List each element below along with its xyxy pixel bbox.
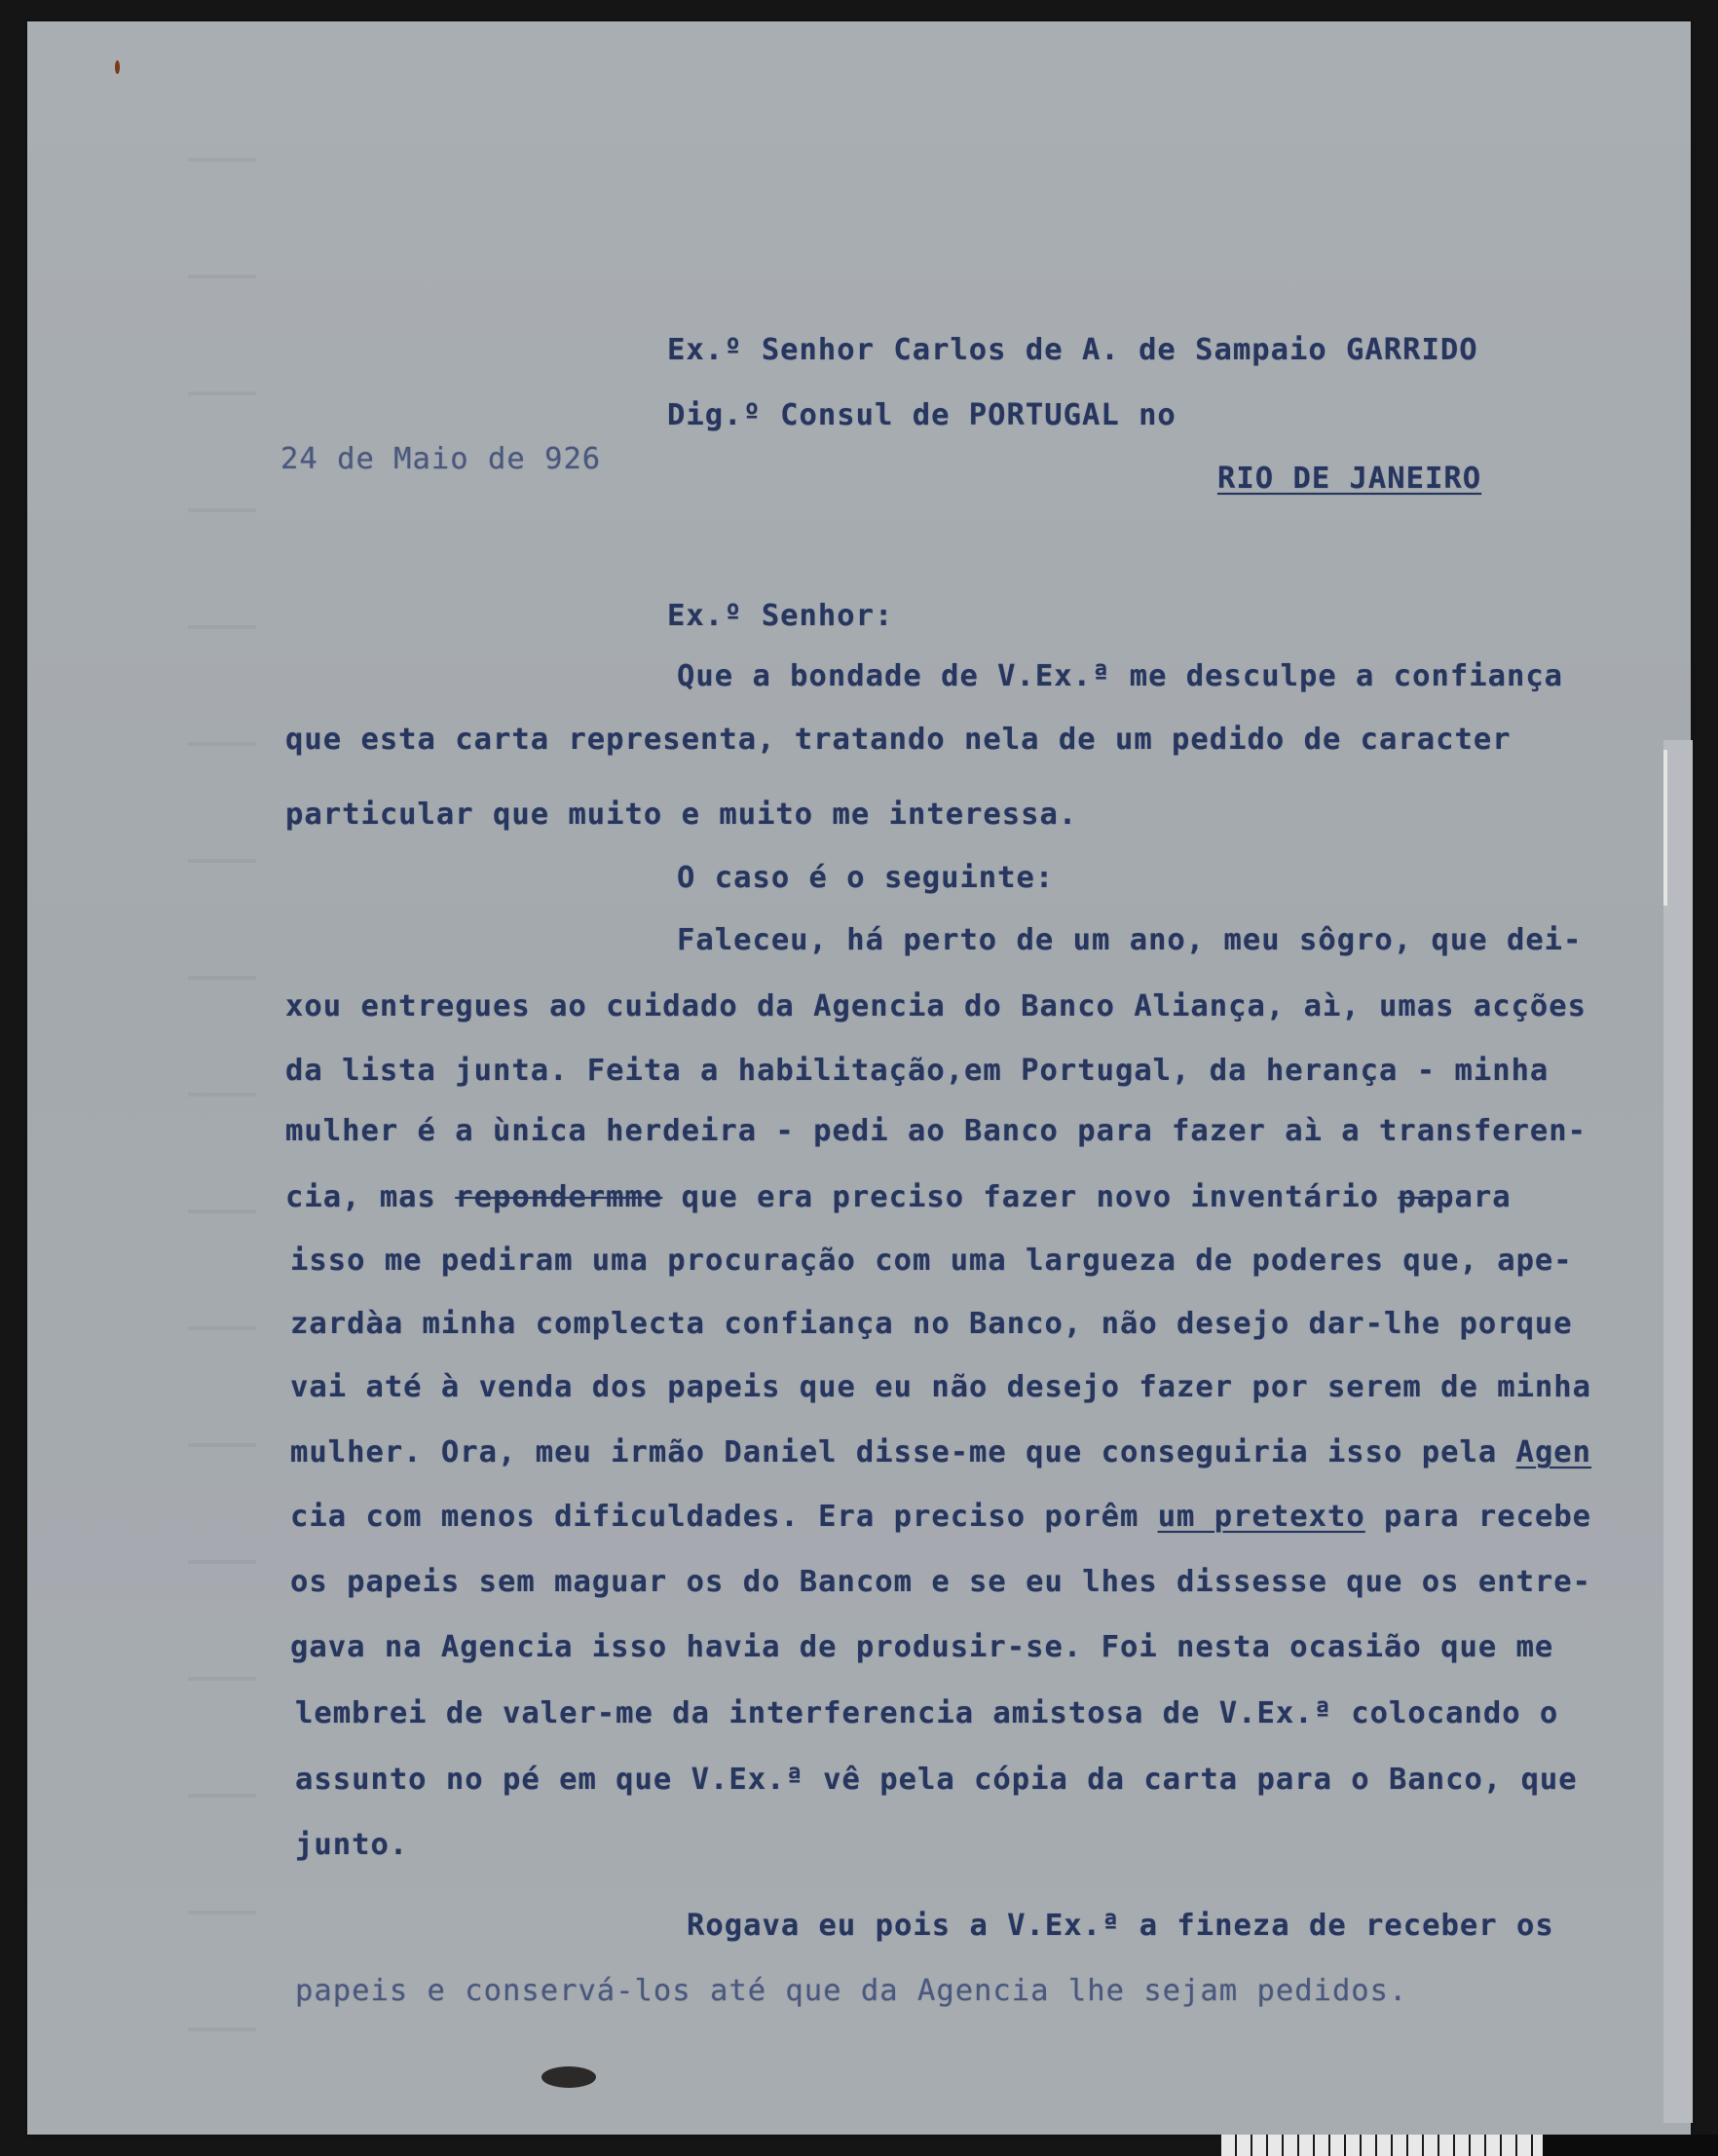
rust-mark — [115, 60, 120, 74]
text-run: cia, mas — [285, 1180, 456, 1214]
letter-page — [27, 21, 1691, 2135]
body-line — [290, 1500, 1591, 1534]
body-line: assunto no pé em que V.Ex.ª vê pela cópia da carta para o Banco, que — [295, 1763, 1578, 1797]
text-run: que era preciso fazer novo inventário — [662, 1180, 1399, 1214]
pencil-marks — [188, 99, 256, 2066]
recipient-city: RIO DE JANEIRO — [1217, 462, 1482, 496]
body-line — [285, 1180, 1512, 1214]
text-run: para — [1436, 1180, 1512, 1214]
paper-crease — [1663, 750, 1667, 906]
body-line: da lista junta. Feita a habilitação,em Portugal, da herança - minha — [285, 1054, 1550, 1088]
scale-ruler-end — [1543, 2135, 1718, 2156]
letter-date: 24 de Maio de 926 — [280, 442, 602, 476]
struck-text: pa — [1398, 1180, 1437, 1214]
body-line: xou entregues ao cuidado da Agencia do Banco Aliança, aì, umas acções — [285, 989, 1587, 1023]
recipient-line-2: Dig.º Consul de PORTUGAL no — [667, 398, 1176, 432]
body-line: lembrei de valer-me da interferencia amistosa de V.Ex.ª colocando o — [295, 1696, 1559, 1730]
page-edge — [1663, 740, 1693, 2123]
body-line: junto. — [295, 1828, 409, 1862]
body-line: Faleceu, há perto de um ano, meu sôgro, que dei- — [677, 923, 1583, 957]
body-line: vai até à venda dos papeis que eu não desejo fazer por serem de minha — [290, 1370, 1592, 1404]
body-line: que esta carta representa, tratando nela de um pedido de caracter — [285, 723, 1512, 757]
body-line: gava na Agencia isso havia de produsir-se. Foi nesta ocasião que me — [290, 1630, 1554, 1664]
underlined-text: um pretexto — [1157, 1500, 1365, 1534]
text-run: cia com menos dificuldades. Era preciso porêm — [290, 1500, 1158, 1534]
body-line: O caso é o seguinte: — [677, 861, 1055, 895]
body-line: papeis e conservá-los até que da Agencia lhe sejam pedidos. — [295, 1974, 1408, 2008]
text-run: para recebe — [1364, 1500, 1592, 1534]
body-line: Que a bondade de V.Ex.ª me desculpe a confiança — [677, 659, 1564, 693]
body-line: isso me pediram uma procuração com uma largueza de poderes que, ape- — [290, 1244, 1573, 1278]
salutation: Ex.º Senhor: — [667, 599, 894, 633]
ink-stain — [542, 2066, 596, 2088]
recipient-line-1: Ex.º Senhor Carlos de A. de Sampaio GARRIDO — [667, 333, 1478, 367]
body-line: Rogava eu pois a V.Ex.ª a fineza de receber os — [687, 1909, 1554, 1943]
body-line: mulher é a ùnica herdeira - pedi ao Banco para fazer aì a transferen- — [285, 1114, 1587, 1148]
underlined-text: Agen — [1515, 1435, 1592, 1469]
body-line: os papeis sem maguar os do Bancom e se eu lhes dissesse que os entre- — [290, 1565, 1592, 1599]
body-line — [290, 1435, 1591, 1469]
text-run: mulher. Ora, meu irmão Daniel disse-me que conseguiria isso pela — [290, 1435, 1516, 1469]
body-line: particular que muito e muito me interessa. — [285, 798, 1078, 832]
body-line: zardàa minha complecta confiança no Banco, não desejo dar-lhe porque — [290, 1307, 1573, 1341]
struck-text: repondermme — [455, 1180, 663, 1214]
